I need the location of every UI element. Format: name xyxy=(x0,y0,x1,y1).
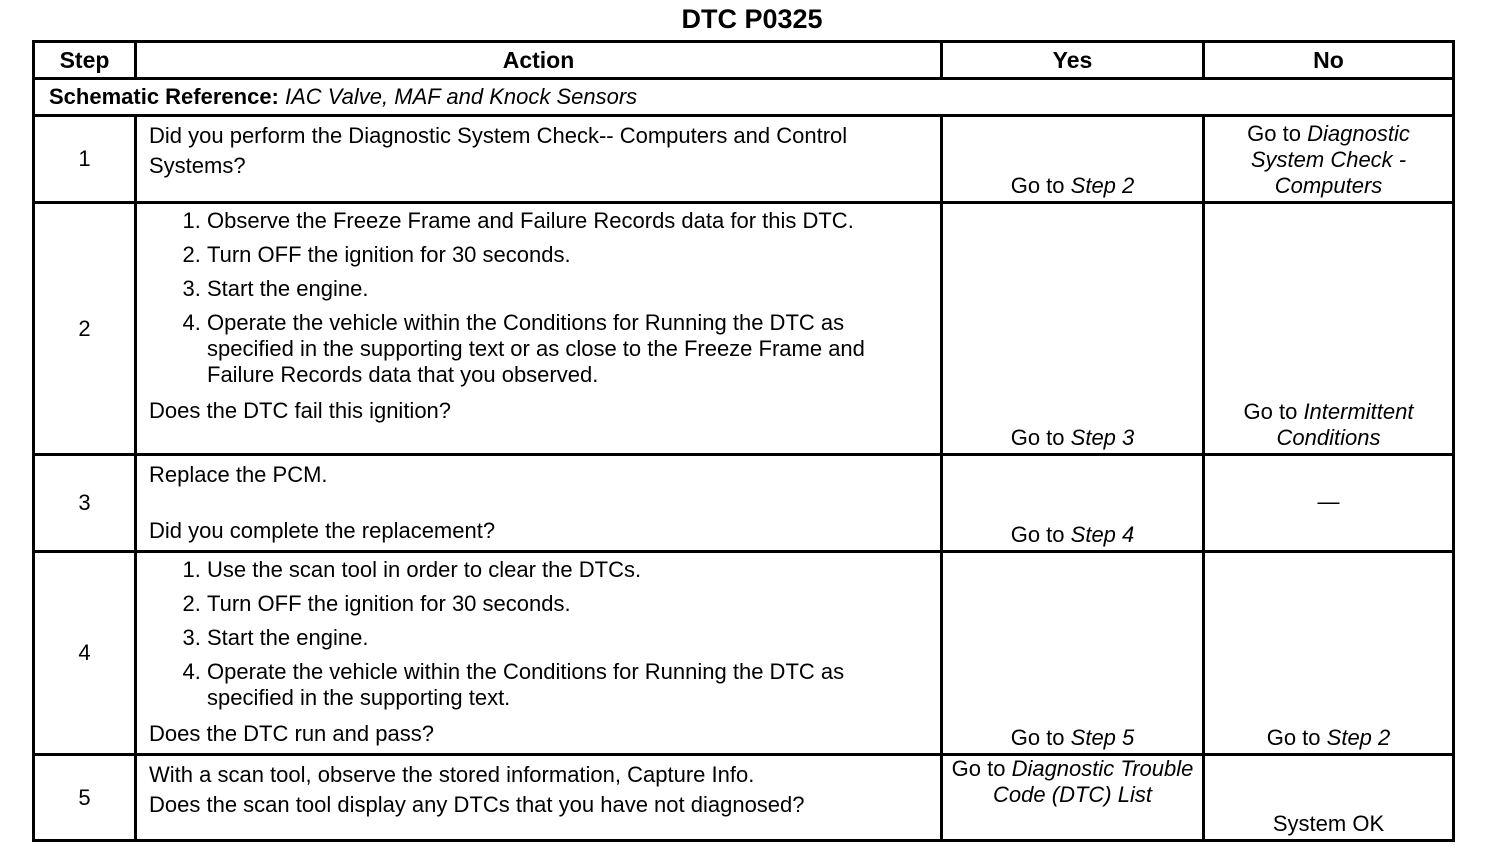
list-item: 1. Use the scan tool in order to clear the DTCs. xyxy=(207,557,930,583)
list-item: 3. Start the engine. xyxy=(207,625,930,651)
table-row xyxy=(34,116,1454,203)
list-item: 2. Turn OFF the ignition for 30 seconds. xyxy=(207,591,930,617)
no-cell xyxy=(1204,203,1454,455)
no-prefix: Go to xyxy=(1266,725,1321,750)
yes-cell xyxy=(942,455,1204,552)
action-text: Replace the PCM. xyxy=(149,462,328,487)
table-row xyxy=(34,552,1454,755)
action-text: Did you perform the Diagnostic System Check-- Computers and Control Systems? xyxy=(149,123,848,178)
action-steps-list xyxy=(149,557,930,711)
action-text: With a scan tool, observe the stored information, Capture Info. xyxy=(149,762,755,787)
page-title: DTC P0325 xyxy=(681,4,823,34)
action-question: Does the DTC fail this ignition? xyxy=(149,398,452,423)
yes-cell xyxy=(942,755,1204,841)
yes-link[interactable]: Step 2 xyxy=(1070,173,1135,198)
schematic-reference xyxy=(34,79,1454,116)
list-item: 4. Operate the vehicle within the Conditions for Running the DTC as specified in the supporting text. xyxy=(207,659,930,711)
no-cell xyxy=(1204,755,1454,841)
list-item: 3. Start the engine. xyxy=(207,276,930,302)
yes-cell xyxy=(942,116,1204,203)
schematic-row xyxy=(34,79,1454,116)
list-item: 1. Observe the Freeze Frame and Failure Records data for this DTC. xyxy=(207,208,930,234)
action-cell xyxy=(136,552,942,755)
schematic-label: Schematic Reference: xyxy=(49,84,279,109)
action-cell xyxy=(136,203,942,455)
action-question: Does the DTC run and pass? xyxy=(149,721,434,746)
no-link[interactable]: Intermittent Conditions xyxy=(1276,399,1414,450)
yes-prefix: Go to xyxy=(1010,725,1065,750)
yes-cell xyxy=(942,203,1204,455)
no-link[interactable]: Step 2 xyxy=(1326,725,1391,750)
no-cell xyxy=(1204,455,1454,552)
yes-prefix: Go to xyxy=(1010,425,1065,450)
yes-link[interactable]: Diagnostic Trouble Code (DTC) List xyxy=(993,756,1194,807)
header-step: Step xyxy=(34,42,136,79)
step-number: 1 xyxy=(34,116,136,203)
yes-prefix: Go to xyxy=(1010,522,1065,547)
dtc-table xyxy=(32,40,1455,842)
action-cell xyxy=(136,116,942,203)
no-link[interactable]: Diagnostic System Check - Computers xyxy=(1250,121,1410,198)
no-cell xyxy=(1204,552,1454,755)
table-row xyxy=(34,455,1454,552)
step-number: 5 xyxy=(34,755,136,841)
header-no: No xyxy=(1204,42,1454,79)
yes-cell xyxy=(942,552,1204,755)
yes-prefix: Go to xyxy=(1010,173,1065,198)
schematic-value: IAC Valve, MAF and Knock Sensors xyxy=(285,84,638,109)
table-row xyxy=(34,755,1454,841)
header-yes: Yes xyxy=(942,42,1204,79)
table-row xyxy=(34,203,1454,455)
yes-link[interactable]: Step 3 xyxy=(1070,425,1135,450)
yes-prefix: Go to xyxy=(951,756,1006,781)
step-number: 4 xyxy=(34,552,136,755)
action-question: Does the scan tool display any DTCs that you have not diagnosed? xyxy=(149,792,805,817)
step-number: 3 xyxy=(34,455,136,552)
no-prefix: Go to xyxy=(1243,399,1298,424)
no-prefix: Go to xyxy=(1247,121,1301,146)
action-question: Did you complete the replacement? xyxy=(149,518,496,543)
no-text: System OK xyxy=(1272,811,1385,836)
yes-link[interactable]: Step 5 xyxy=(1070,725,1135,750)
yes-link[interactable]: Step 4 xyxy=(1070,522,1135,547)
list-item: 2. Turn OFF the ignition for 30 seconds. xyxy=(207,242,930,268)
list-item: 4. Operate the vehicle within the Conditions for Running the DTC as specified in the supporting text or as close to the Freeze Frame and Failure Records data that you observed. xyxy=(207,310,930,388)
header-action: Action xyxy=(136,42,942,79)
no-cell xyxy=(1204,116,1454,203)
action-steps-list xyxy=(149,208,930,388)
no-text: — xyxy=(1317,489,1340,514)
action-cell xyxy=(136,455,942,552)
step-number: 2 xyxy=(34,203,136,455)
table-header-row xyxy=(34,42,1454,79)
action-cell xyxy=(136,755,942,841)
